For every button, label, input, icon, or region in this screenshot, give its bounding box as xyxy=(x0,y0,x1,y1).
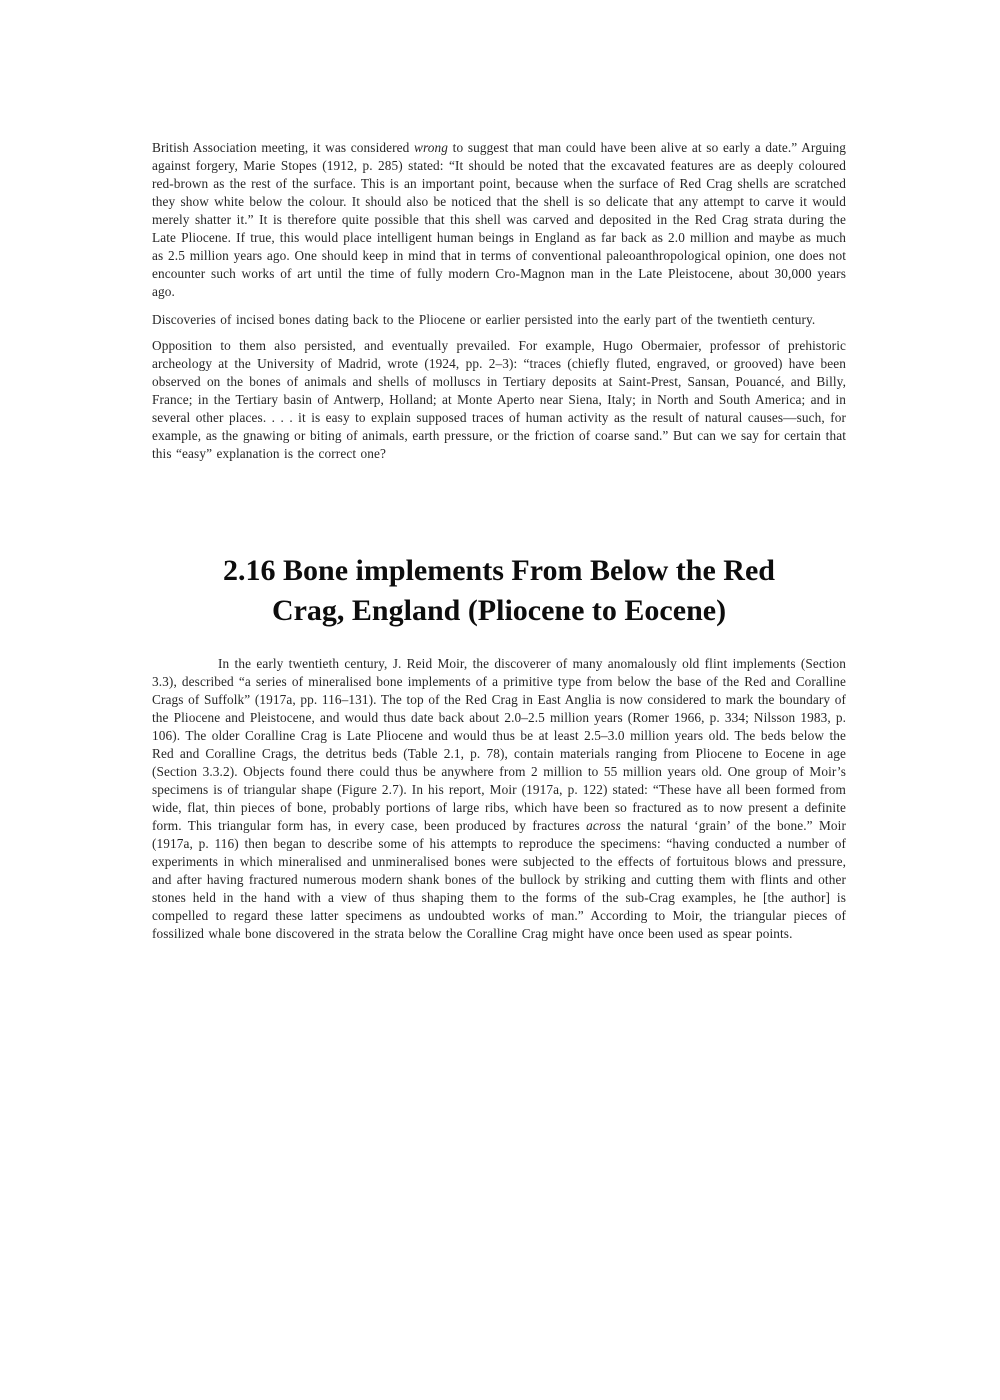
section-heading-line1: 2.16 Bone implements From Below the Red xyxy=(223,554,775,587)
italic-word-across: across xyxy=(586,818,621,833)
paragraph-text: In the early twentieth century, J. Reid Moir, the discoverer of many anomalously old flint implements (Section 3.3), described “a series of mineralised bone implements of a primitive type from below the base of the Red and Coralline Crags of Suffolk” (1917a, pp. 116–131). The top of the Red Crag in East Anglia is now considered to mark the boundary of the Pliocene and Pleistocene, and would thus date back about 2.0–2.5 million years (Romer 1966, p. 334; Nilsson 1983, p. 106). The older Coralline Crag is Late Pliocene and would thus be at least 2.5–3.0 million years old. The beds below the Red and Coralline Crags, the detritus beds (Table 2.1, p. 78), contain materials ranging from Pliocene to Eocene in age (Section 3.3.2). Objects found there could thus be anywhere from 2 million to 55 million years old. One group of Moir’s specimens is of triangular shape (Figure 2.7). In his report, Moir (1917a, p. 122) stated: “These have all been formed from wide, flat, thin pieces of bone, probably portions of large ribs, which have been so fractured as to now present a definite form. This triangular form has, in every case, been produced by fractures xyxy=(152,656,846,833)
section-heading xyxy=(152,551,846,631)
paragraph-text: British Association meeting, it was considered xyxy=(152,140,415,155)
paragraph-red-crag-shell xyxy=(152,139,846,301)
paragraph-discoveries: Discoveries of incised bones dating back to the Pliocene or earlier persisted into the early part of the twentieth century. xyxy=(152,312,816,327)
paragraph-text: to suggest that man could have been alive at so early a date.” Arguing against forgery, Marie Stopes (1912, p. 285) stated: “It should be noted that the excavated features are as deeply coloured red-brown as the rest of the surface. This is an important point, because when the surface of Red Crag shells are scratched they show white below the colour. It should also be noticed that the shell is so delicate that any attempt to carve it would merely shatter it.” It is therefore quite possible that this shell was carved and deposited in the Red Crag strata during the Late Pliocene. If true, this would place intelligent human beings in England as far back as 2.0 million and maybe as much as 2.5 million years ago. One should keep in mind that in terms of conventional paleoanthropological opinion, one does not encounter such works of art until the time of fully modern Cro-Magnon man in the Late Pleistocene, about 30,000 years ago. xyxy=(152,140,846,299)
section-heading-line2: Crag, England (Pliocene to Eocene) xyxy=(271,594,727,627)
italic-word-wrong: wrong xyxy=(414,140,449,155)
text-column xyxy=(152,139,846,953)
paragraph-moir-bone-implements xyxy=(152,655,846,943)
paragraph-opposition: Opposition to them also persisted, and eventually prevailed. For example, Hugo Obermaier, professor of prehistoric archeology at the University of Madrid, wrote (1924, pp. 2–3): “traces (chiefly fluted, engraved, or grooved) have been observed on the bones of animals and shells of molluscs in Tertiary deposits at Saint-Prest, Sansan, Pouancé, and Billy, France; in the Tertiary basin of Antwerp, Holland; at Monte Aperto near Siena, Italy; in North and South America; and in several other places. . . . it is easy to explain supposed traces of human activity as the result of natural causes—such, for example, as the gnawing or biting of animals, earth pressure, or the friction of coarse sand.” But can we say for certain that this “easy” explanation is the correct one? xyxy=(152,338,846,461)
paragraph-text: the natural ‘grain’ of the bone.” Moir (1917a, p. 116) then began to describe some of his attempts to reproduce the specimens: “having conducted a number of experiments in which mineralised and unmineralised bones were subjected to the effects of fortuitous blows and pressure, and after having fractured numerous modern shank bones of the bullock by striking and cutting them with flints and other stones held in the hand with a view of thus shaping them to the forms of the sub-Crag examples, he [the author] is compelled to regard these latter specimens as undoubted works of man.” According to Moir, the triangular pieces of fossilized whale bone discovered in the strata below the Coralline Crag might have once been used as spear points. xyxy=(152,818,846,941)
